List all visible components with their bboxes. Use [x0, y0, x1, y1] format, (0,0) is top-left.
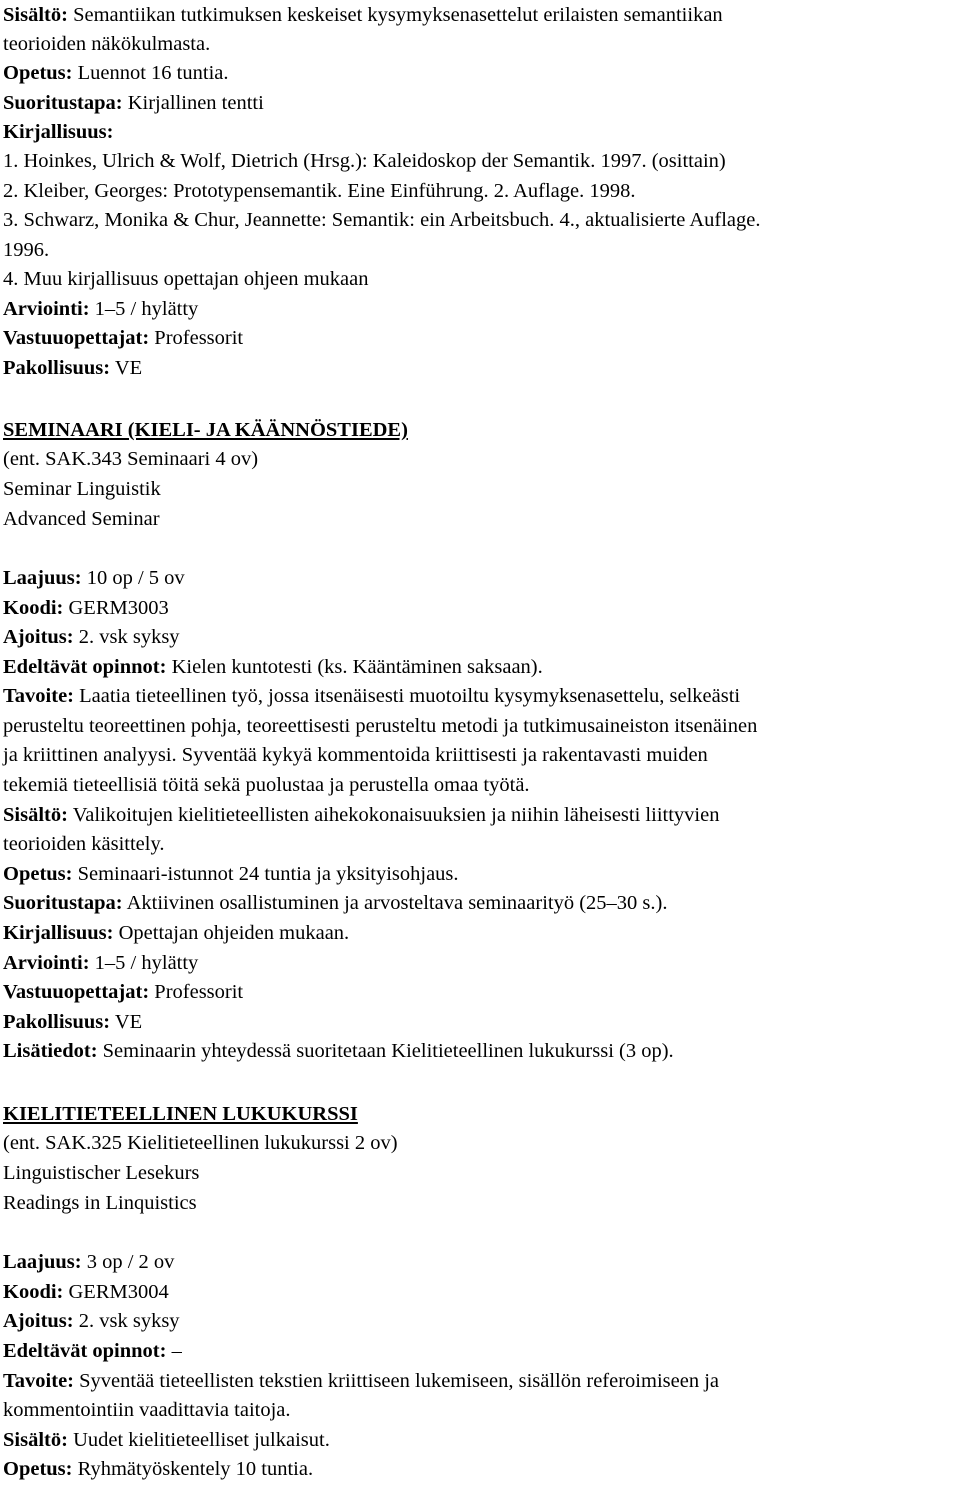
obligation-line: Pakollisuus: VE	[3, 357, 143, 379]
content-line: Sisältö: Valikoitujen kielitieteellisten aihekokonaisuuksien ja niihin läheisesti liittyvien	[3, 804, 720, 826]
completion-line: Suoritustapa: Aktiivinen osallistuminen ja arvosteltava seminaarityö (25–30 s.).	[3, 892, 668, 914]
timing-line: Ajoitus: 2. vsk syksy	[3, 626, 180, 648]
responsible-teachers-line: Vastuuopettajat: Professorit	[3, 327, 244, 349]
content-line: teorioiden käsittely.	[3, 833, 165, 855]
completion-line: Suoritustapa: Kirjallinen tentti	[3, 92, 264, 114]
obligation-line: Pakollisuus: VE	[3, 1011, 143, 1033]
literature-label: Kirjallisuus:	[3, 121, 114, 143]
former-code-line: (ent. SAK.343 Seminaari 4 ov)	[3, 448, 259, 470]
content-line: teorioiden näkökulmasta.	[3, 33, 211, 55]
section-heading-reading-course: KIELITIETEELLINEN LUKUKURSSI	[3, 1103, 358, 1125]
code-line: Koodi: GERM3003	[3, 597, 169, 619]
objective-line: perusteltu teoreettinen pohja, teoreettisesti perusteltu metodi ja tutkimusaineiston itsenäinen	[3, 715, 758, 737]
scope-line: Laajuus: 3 op / 2 ov	[3, 1251, 175, 1273]
teaching-line: Opetus: Ryhmätyöskentely 10 tuntia.	[3, 1458, 314, 1480]
additional-info-line: Lisätiedot: Seminaarin yhteydessä suoritetaan Kielitieteellinen lukukurssi (3 op).	[3, 1040, 674, 1062]
course-name-en: Readings in Linquistics	[3, 1192, 197, 1214]
literature-item: 1. Hoinkes, Ulrich & Wolf, Dietrich (Hrsg.): Kaleidoskop der Semantik. 1997. (osittain)	[3, 150, 726, 172]
content-line: Sisältö: Uudet kielitieteelliset julkaisut.	[3, 1429, 330, 1451]
grading-line: Arviointi: 1–5 / hylätty	[3, 298, 199, 320]
grading-line: Arviointi: 1–5 / hylätty	[3, 952, 199, 974]
responsible-teachers-line: Vastuuopettajat: Professorit	[3, 981, 244, 1003]
objective-line: kommentointiin vaadittavia taitoja.	[3, 1399, 291, 1421]
course-name-en: Advanced Seminar	[3, 508, 160, 530]
objective-line: Tavoite: Syventää tieteellisten tekstien kriittiseen lukemiseen, sisällön referoimiseen ja	[3, 1370, 719, 1392]
former-code-line: (ent. SAK.325 Kielitieteellinen lukukurssi 2 ov)	[3, 1132, 398, 1154]
literature-item: 1996.	[3, 239, 50, 261]
literature-line: Kirjallisuus: Opettajan ohjeiden mukaan.	[3, 922, 350, 944]
prerequisites-line: Edeltävät opinnot: –	[3, 1340, 182, 1362]
course-name-de: Linguistischer Lesekurs	[3, 1162, 200, 1184]
teaching-line: Opetus: Seminaari-istunnot 24 tuntia ja yksityisohjaus.	[3, 863, 459, 885]
literature-item: 4. Muu kirjallisuus opettajan ohjeen mukaan	[3, 268, 369, 290]
content-line: Sisältö: Semantiikan tutkimuksen keskeiset kysymyksenasettelut erilaisten semantiikan	[3, 4, 723, 26]
course-name-de: Seminar Linguistik	[3, 478, 161, 500]
literature-item: 2. Kleiber, Georges: Prototypensemantik. Eine Einführung. 2. Auflage. 1998.	[3, 180, 636, 202]
prerequisites-line: Edeltävät opinnot: Kielen kuntotesti (ks. Kääntäminen saksaan).	[3, 656, 543, 678]
objective-line: tekemiä tieteellisiä töitä sekä puolustaa ja perustella omaa työtä.	[3, 774, 530, 796]
code-line: Koodi: GERM3004	[3, 1281, 169, 1303]
teaching-line: Opetus: Luennot 16 tuntia.	[3, 62, 229, 84]
timing-line: Ajoitus: 2. vsk syksy	[3, 1310, 180, 1332]
section-heading-seminar: SEMINAARI (KIELI- JA KÄÄNNÖSTIEDE)	[3, 419, 408, 441]
literature-item: 3. Schwarz, Monika & Chur, Jeannette: Semantik: ein Arbeitsbuch. 4., aktualisierte Auflage.	[3, 209, 761, 231]
objective-line: Tavoite: Laatia tieteellinen työ, jossa itsenäisesti muotoiltu kysymyksenasettelu, selkeästi	[3, 685, 741, 707]
scope-line: Laajuus: 10 op / 5 ov	[3, 567, 185, 589]
objective-line: ja kriittinen analyysi. Syventää kykyä kommentoida kriittisesti ja rakentavasti muiden	[3, 744, 708, 766]
